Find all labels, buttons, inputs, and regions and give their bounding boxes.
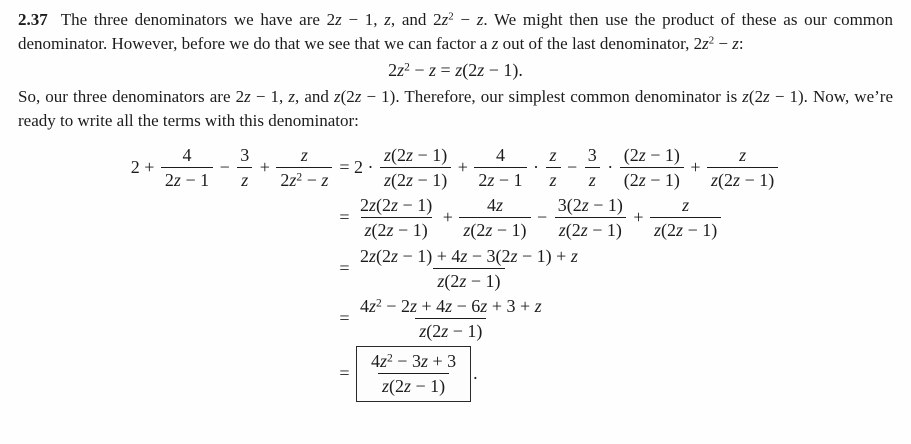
fraction-denominator: z(2z − 1) <box>380 167 451 190</box>
fraction <box>356 296 546 341</box>
math-text: + <box>453 157 473 178</box>
math-text: . <box>473 363 478 384</box>
math-text: − <box>562 157 582 178</box>
equation-lhs <box>131 346 335 401</box>
math-text: = <box>339 257 355 278</box>
math-text: − <box>215 157 235 178</box>
math-text: + <box>255 157 275 178</box>
paragraph-intro <box>18 8 893 55</box>
fraction-numerator: 3 <box>587 145 597 165</box>
fraction-numerator: z <box>682 195 690 216</box>
equation-lhs <box>131 145 335 190</box>
fraction-denominator: 2z − 1 <box>161 167 213 190</box>
fraction <box>474 145 526 190</box>
equation-line <box>339 145 780 190</box>
math-text: = <box>339 363 355 384</box>
equation-lhs <box>131 296 335 341</box>
fraction-numerator: 2z(2z − 1) + 4z − 3(2z − 1) + z <box>360 245 578 266</box>
fraction <box>546 145 561 190</box>
fraction-denominator: 2z − 1 <box>474 167 526 190</box>
fraction-denominator: z(2z − 1) <box>459 217 530 240</box>
fraction-numerator: 2z(2z − 1) <box>360 195 433 216</box>
equation-line <box>339 246 583 291</box>
fraction <box>356 195 436 240</box>
equation-line <box>339 346 477 401</box>
equation-line <box>339 195 723 240</box>
equation-rhs <box>334 145 780 190</box>
equation-line <box>339 296 547 341</box>
math-text: = <box>339 207 355 228</box>
fraction-denominator: z <box>237 167 252 190</box>
equation-row <box>131 246 780 291</box>
fraction-denominator: z(2z − 1) <box>415 318 486 341</box>
paragraph-common-denominator: So, our three denominators are 2z − 1, z, and z(2z − 1). Therefore, our simplest common denominator is z(2z − 1). Now, we’re ready to write all the terms with this denominator: <box>18 87 893 130</box>
fraction <box>236 145 253 190</box>
fraction-denominator: z(2z − 1) <box>707 167 778 190</box>
math-text: + <box>685 157 706 178</box>
fraction-numerator: $4z^2 - 3z + 3$ <box>371 351 457 372</box>
fraction <box>707 145 778 190</box>
equation-lhs <box>131 246 335 291</box>
display-equation-factored: $2z^2 - z = z(2z - 1)$. <box>388 60 523 80</box>
fraction <box>367 351 460 396</box>
equation-line <box>131 145 335 190</box>
math-text: · <box>528 157 544 178</box>
math-text: + <box>628 207 649 228</box>
fraction <box>356 246 582 291</box>
fraction-numerator: z <box>300 145 308 165</box>
equation-row <box>131 145 780 190</box>
equation-rhs <box>334 195 780 240</box>
fraction-numerator: 3(2z − 1) <box>557 195 623 216</box>
equation-lhs <box>131 195 335 240</box>
math-text: · <box>602 157 618 178</box>
fraction-numerator: 4z <box>486 195 503 216</box>
equation-align-block <box>131 140 780 407</box>
fraction-numerator: $4z^2 - 2z + 4z - 6z + 3 + z$ <box>360 295 542 316</box>
equation-row <box>131 346 780 401</box>
fraction-numerator: 4 <box>182 145 192 165</box>
equation-row <box>131 296 780 341</box>
fraction-denominator: z(2z − 1) <box>555 217 626 240</box>
equation-rhs <box>334 296 780 341</box>
fraction <box>554 195 627 240</box>
math-text: = 2 · <box>339 157 379 178</box>
math-text: 2 + <box>130 157 159 178</box>
fraction-denominator: z(2z − 1) <box>378 373 449 396</box>
fraction-denominator: z <box>585 167 600 190</box>
solution-document <box>18 8 893 407</box>
math-text: + <box>438 207 458 228</box>
fraction-denominator: $2z^2 - z$ <box>276 167 332 190</box>
math-text: − <box>532 207 552 228</box>
fraction-numerator: z <box>549 145 557 165</box>
fraction <box>620 145 684 190</box>
fraction-numerator: z(2z − 1) <box>384 145 448 165</box>
fraction-denominator: (2z − 1) <box>620 167 684 190</box>
fraction-denominator: z(2z − 1) <box>433 268 504 291</box>
fraction <box>380 145 451 190</box>
fraction-numerator: z <box>739 145 747 165</box>
equation-row <box>131 195 780 240</box>
boxed-answer <box>356 346 471 401</box>
equation-rhs <box>334 346 780 401</box>
fraction-numerator: 4 <box>495 145 505 165</box>
fraction <box>650 195 721 240</box>
problem-number: 2.37 <box>18 10 48 29</box>
paragraph-intro-text: The three denominators we have are 2z − 1, z, and $2z^2 - z$. We might then use the product of these as our common denominator. However, before we do that we see that we can factor a z out of the last denominator, $2z^2 - z$: <box>18 10 894 53</box>
fraction-numerator: 3 <box>240 145 250 165</box>
fraction <box>459 195 530 240</box>
fraction-numerator: (2z − 1) <box>623 145 680 165</box>
fraction <box>584 145 601 190</box>
fraction <box>161 145 213 190</box>
fraction-denominator: z(2z − 1) <box>361 217 432 240</box>
fraction <box>276 145 332 190</box>
fraction-denominator: z <box>546 167 561 190</box>
math-text: = <box>339 308 355 329</box>
equation-rhs <box>334 246 780 291</box>
fraction-denominator: z(2z − 1) <box>650 217 721 240</box>
